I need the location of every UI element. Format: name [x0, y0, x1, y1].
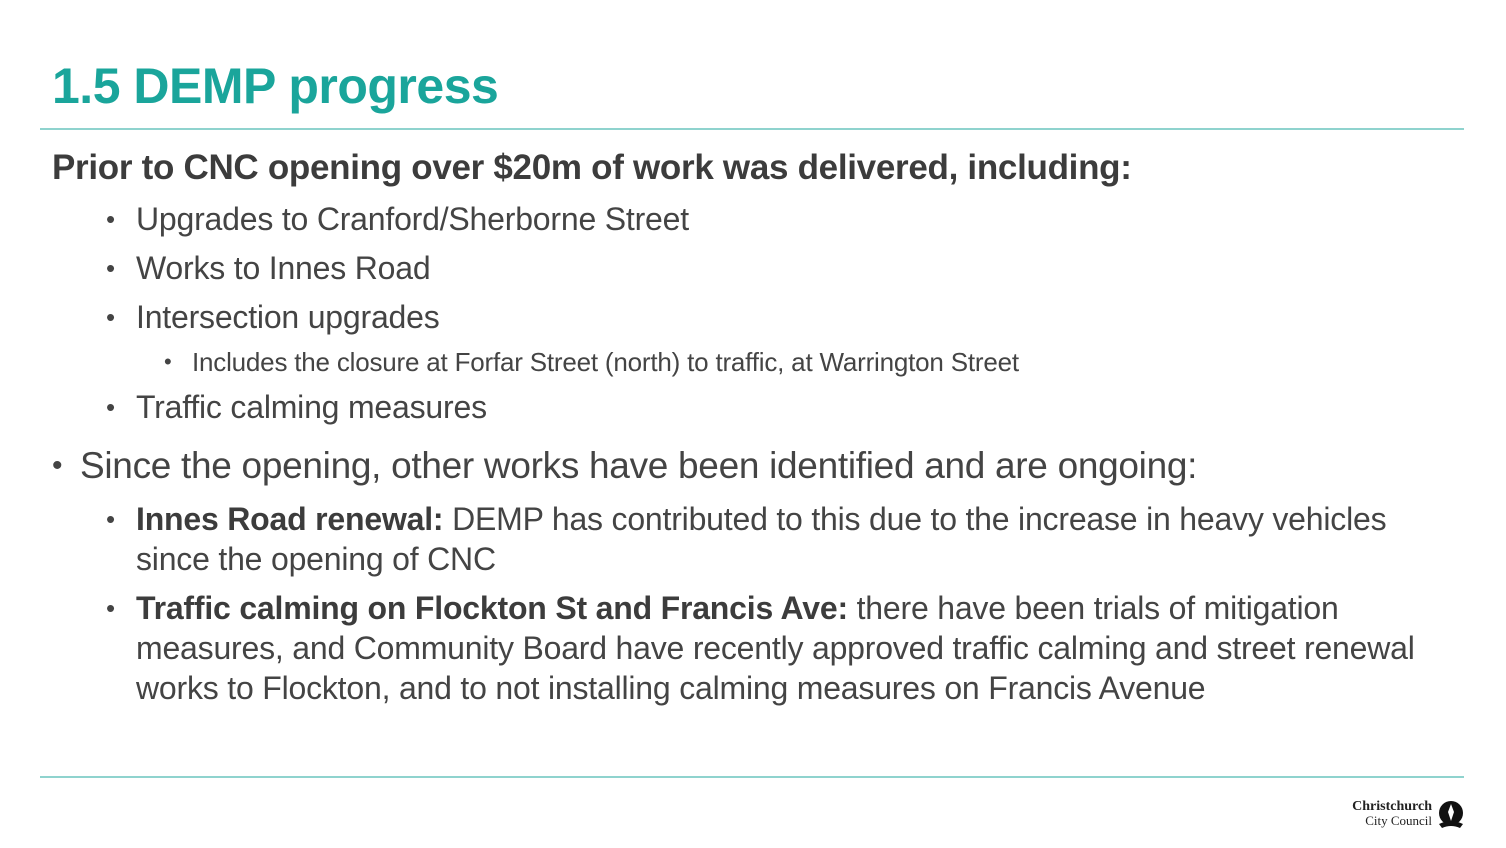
list-item-text: Works to Innes Road — [136, 250, 431, 286]
list-item — [106, 248, 431, 288]
list-item — [106, 588, 1456, 708]
council-logo — [1342, 800, 1466, 834]
list-item-text: Upgrades to Cranford/Sherborne Street — [136, 201, 689, 237]
list-item — [106, 199, 689, 239]
bullet-icon: • — [164, 349, 172, 374]
list-item-label: Innes Road renewal: — [136, 501, 444, 537]
sub-list-item — [164, 346, 1019, 378]
list-item-text: Since the opening, other works have been identified and are ongoing: — [80, 445, 1198, 486]
christchurch-cathedral-icon — [1436, 800, 1466, 830]
bullet-icon: • — [106, 302, 115, 332]
page-title: 1.5 DEMP progress — [52, 58, 499, 114]
bullet-icon: • — [106, 392, 115, 422]
list-item-text: Includes the closure at Forfar Street (north) to traffic, at Warrington Street — [192, 347, 1019, 377]
list-item — [106, 387, 487, 427]
list-item — [106, 499, 1456, 579]
bullet-icon: • — [106, 204, 115, 234]
logo-line-1: Christchurch — [1352, 799, 1432, 814]
lead-heading: Prior to CNC opening over $20m of work was delivered, including: — [52, 148, 1132, 187]
ongoing-heading — [52, 443, 1198, 489]
list-item-text: there have been trials of mitigation measures, and Community Board have recently approved traffic calming and street renewal works to Flockton, and to not installing calming measures on Francis Avenue — [136, 590, 1415, 706]
list-item-text: DEMP has contributed to this due to the increase in heavy vehicles since the opening of CNC — [136, 501, 1387, 577]
bullet-icon: • — [52, 449, 63, 482]
list-item-label: Traffic calming on Flockton St and Francis Ave: — [136, 590, 848, 626]
list-item-text: Intersection upgrades — [136, 299, 440, 335]
footer-divider — [40, 776, 1464, 778]
logo-line-2: City Council — [1365, 813, 1432, 828]
list-item-text: Traffic calming measures — [136, 389, 487, 425]
bullet-icon: • — [106, 593, 115, 623]
title-divider — [40, 128, 1464, 130]
bullet-icon: • — [106, 253, 115, 283]
bullet-icon: • — [106, 504, 115, 534]
list-item — [106, 297, 440, 337]
logo-wordmark — [1352, 800, 1432, 828]
